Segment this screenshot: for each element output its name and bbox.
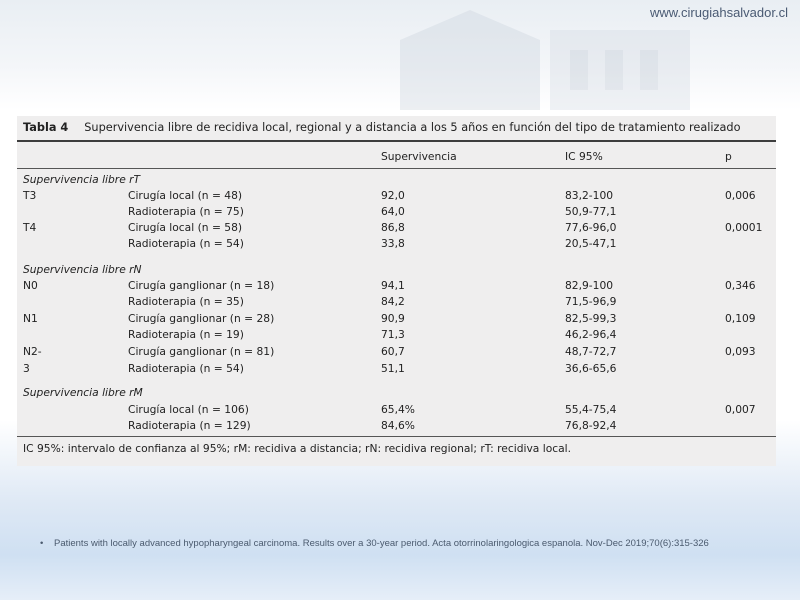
row-survival: 64,0 (381, 205, 405, 218)
table-label: Tabla 4 (23, 121, 69, 134)
row-p: 0,006 (725, 189, 756, 202)
row-ci: 55,4-75,4 (565, 403, 617, 416)
row-group: N0 (23, 279, 38, 292)
col-header-survival: Supervivencia (381, 150, 457, 163)
row-group: N1 (23, 312, 38, 325)
row-treatment: Radioterapia (n = 54) (128, 362, 244, 375)
row-survival: 94,1 (381, 279, 405, 292)
row-treatment: Cirugía ganglionar (n = 18) (128, 279, 275, 292)
row-survival: 86,8 (381, 221, 405, 234)
row-group: 3 (23, 362, 30, 375)
top-rule (17, 140, 776, 142)
citation-text: Patients with locally advanced hypopharyngeal carcinoma. Results over a 30-year period. Acta otorrinolaringologica espanola. Nov-Dec 2019;70(6):315-326 (54, 538, 709, 549)
table-caption (23, 121, 773, 134)
row-treatment: Radioterapia (n = 129) (128, 419, 251, 432)
row-treatment: Radioterapia (n = 75) (128, 205, 244, 218)
row-p: 0,093 (725, 345, 756, 358)
row-p: 0,109 (725, 312, 756, 325)
row-treatment: Cirugía ganglionar (n = 81) (128, 345, 275, 358)
site-url[interactable]: www.cirugiahsalvador.cl (649, 5, 788, 20)
row-p: 0,007 (725, 403, 756, 416)
row-treatment: Radioterapia (n = 19) (128, 328, 244, 341)
row-treatment: Cirugía local (n = 58) (128, 221, 243, 234)
row-ci: 83,2-100 (565, 189, 614, 202)
header-rule (17, 168, 776, 169)
row-ci: 76,8-92,4 (565, 419, 617, 432)
row-treatment: Radioterapia (n = 35) (128, 295, 244, 308)
citation (40, 538, 754, 550)
row-ci: 36,6-65,6 (565, 362, 617, 375)
col-header-ci: IC 95% (565, 150, 603, 163)
row-survival: 84,6% (381, 419, 415, 432)
row-survival: 90,9 (381, 312, 405, 325)
row-treatment: Cirugía local (n = 106) (128, 403, 249, 416)
row-treatment: Cirugía local (n = 48) (128, 189, 243, 202)
row-p: 0,346 (725, 279, 756, 292)
row-ci: 50,9-77,1 (565, 205, 617, 218)
row-treatment: Radioterapia (n = 54) (128, 237, 244, 250)
row-ci: 46,2-96,4 (565, 328, 617, 341)
row-ci: 77,6-96,0 (565, 221, 617, 234)
row-survival: 60,7 (381, 345, 405, 358)
row-ci: 48,7-72,7 (565, 345, 617, 358)
table-title: Supervivencia libre de recidiva local, regional y a distancia a los 5 años en función del tipo de tratamiento realizado (84, 121, 741, 134)
section-heading-rt: Supervivencia libre rT (23, 173, 141, 186)
col-header-p: p (725, 150, 732, 163)
table-panel (17, 116, 776, 466)
row-ci: 20,5-47,1 (565, 237, 617, 250)
row-survival: 33,8 (381, 237, 405, 250)
row-treatment: Cirugía ganglionar (n = 28) (128, 312, 275, 325)
row-survival: 92,0 (381, 189, 405, 202)
table-footnote: IC 95%: intervalo de confianza al 95%; rM: recidiva a distancia; rN: recidiva regional; rT: recidiva local. (23, 442, 572, 455)
row-p: 0,0001 (725, 221, 763, 234)
row-group: T3 (23, 189, 37, 202)
bottom-rule (17, 436, 776, 437)
section-heading-rn: Supervivencia libre rN (23, 263, 142, 276)
row-ci: 82,9-100 (565, 279, 614, 292)
row-survival: 65,4% (381, 403, 415, 416)
row-group: T4 (23, 221, 37, 234)
row-survival: 84,2 (381, 295, 405, 308)
row-ci: 71,5-96,9 (565, 295, 617, 308)
section-heading-rm: Supervivencia libre rM (23, 386, 143, 399)
row-survival: 71,3 (381, 328, 405, 341)
row-group: N2- (23, 345, 42, 358)
row-survival: 51,1 (381, 362, 405, 375)
bullet-icon: • (40, 538, 44, 549)
row-ci: 82,5-99,3 (565, 312, 617, 325)
